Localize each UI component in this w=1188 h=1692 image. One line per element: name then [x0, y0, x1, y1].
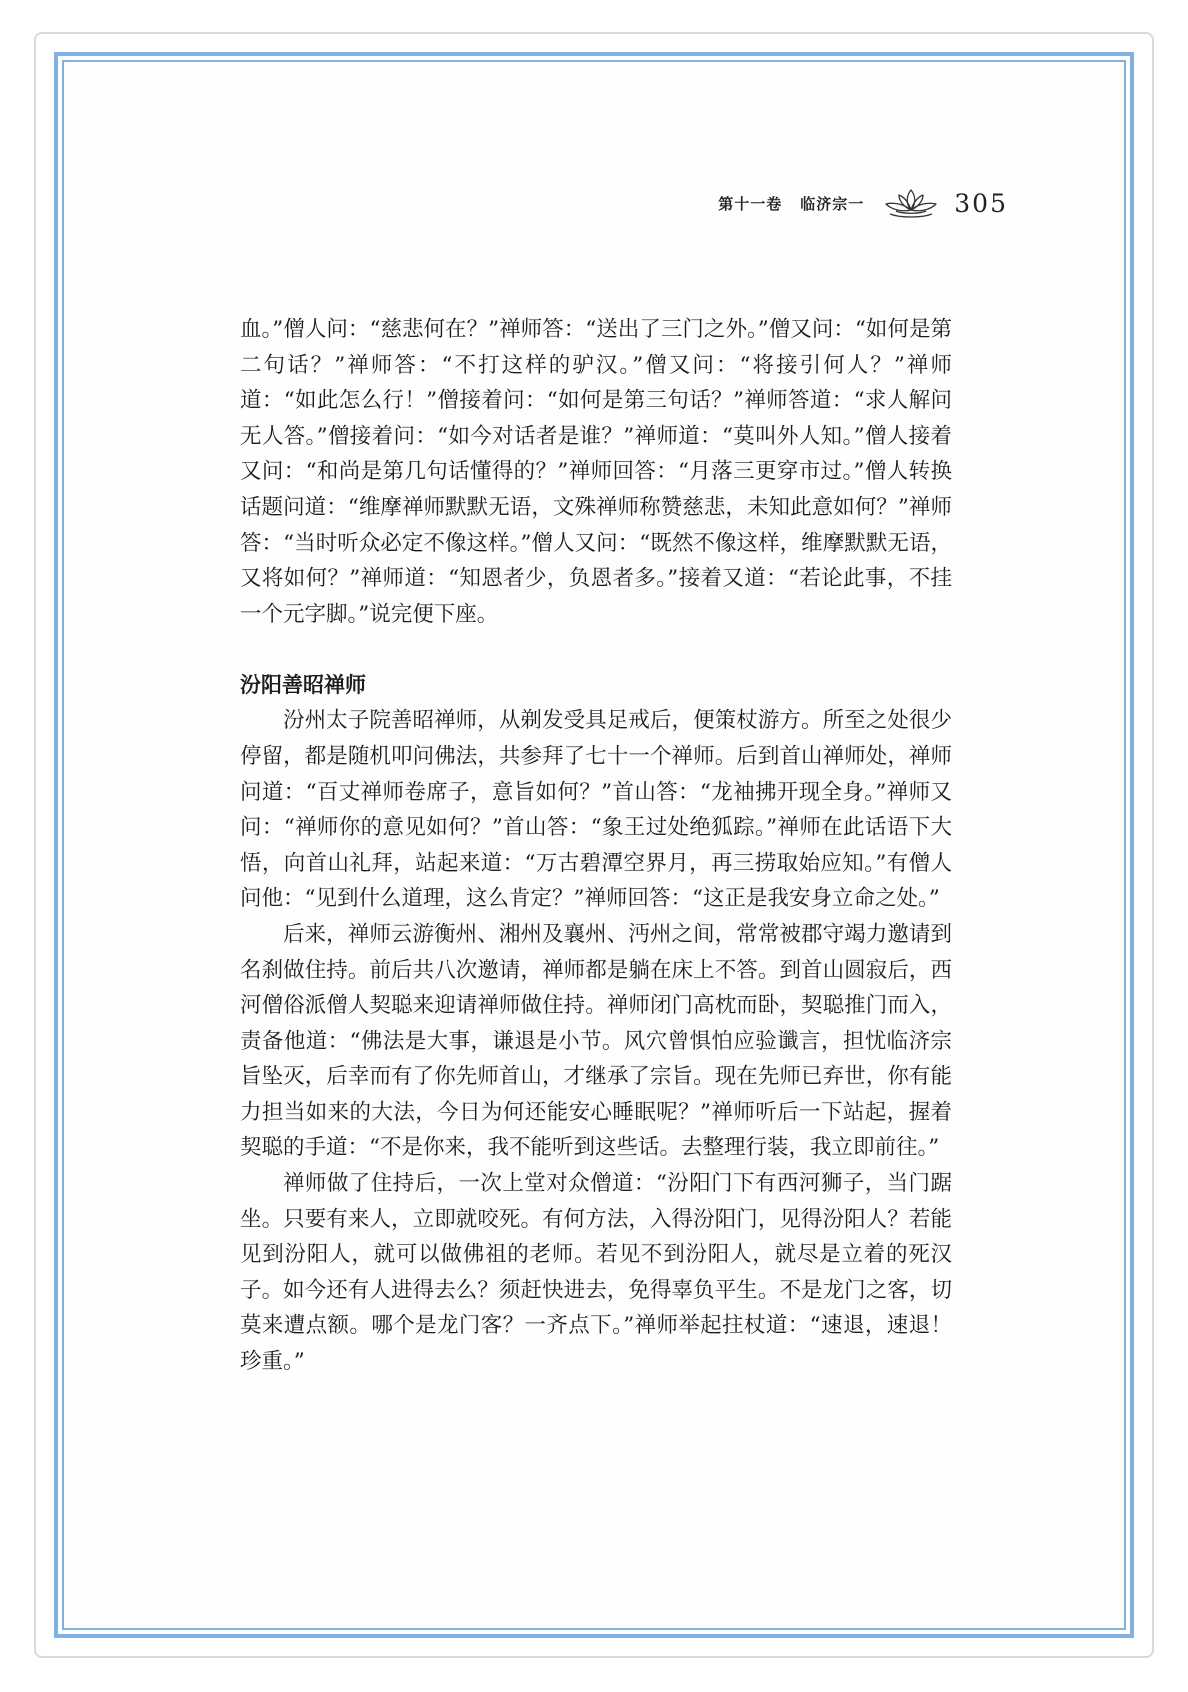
running-header [718, 186, 1008, 220]
body-text [240, 312, 952, 1380]
paragraph: 后来，禅师云游衡州、湘州及襄州、沔州之间，常常被郡守竭力邀请到名刹做住持。前后共八次邀请，禅师都是躺在床上不答。到首山圆寂后，西河僧俗派僧人契聪来迎请禅师做住持。禅师闭门高枕而卧，契聪推门而入，责备他道：“佛法是大事，谦退是小节。风穴曾惧怕应验谶言，担忧临济宗旨坠灭，后幸而有了你先师首山，才继承了宗旨。现在先师已弃世，你有能力担当如来的大法，今日为何还能安心睡眠呢？”禅师听后一下站起，握着契聪的手道：“不是你来，我不能听到这些话。去整理行装，我立即前往。” [240, 921, 952, 1161]
lotus-ornament-icon [882, 186, 940, 220]
paragraph: 汾州太子院善昭禅师，从剃发受具足戒后，便策杖游方。所至之处很少停留，都是随机叩问佛法，共参拜了七十一个禅师。后到首山禅师处，禅师问道：“百丈禅师卷席子，意旨如何？”首山答：“龙袖拂开现全身。”禅师又问：“禅师你的意见如何？”首山答：“象王过处绝狐踪。”禅师在此话语下大悟，向首山礼拜，站起来道：“万古碧潭空界月，再三捞取始应知。”有僧人问他：“见到什么道理，这么肯定？”禅师回答：“这正是我安身立命之处。” [240, 708, 952, 912]
paragraph-continued: 血。”僧人问：“慈悲何在？”禅师答：“送出了三门之外。”僧又问：“如何是第二句话？”禅师答：“不打这样的驴汉。”僧又问：“将接引何人？”禅师道：“如此怎么行！”僧接着问：“如何是第三句话？”禅师答道：“求人解问无人答。”僧接着问：“如今对话者是谁？”禅师道：“莫叫外人知。”僧人接着又问：“和尚是第几句话懂得的？”禅师回答：“月落三更穿市过。”僧人转换话题问道：“维摩禅师默默无语，文殊禅师称赞慈悲，未知此意如何？”禅师答：“当时听众必定不像这样。”僧人又问：“既然不像这样，维摩默默无语，又将如何？”禅师道：“知恩者少，负恩者多。”接着又道：“若论此事，不挂一个元字脚。”说完便下座。 [240, 317, 952, 627]
paragraph: 禅师做了住持后，一次上堂对众僧道：“汾阳门下有西河狮子，当门踞坐。只要有来人，立即就咬死。有何方法，入得汾阳门，见得汾阳人？若能见到汾阳人，就可以做佛祖的老师。若见不到汾阳人，就尽是立着的死汉子。如今还有人进得去么？须赶快进去，免得辜负平生。不是龙门之客，切莫来遭点额。哪个是龙门客？一齐点下。”禅师举起拄杖道：“速退，速退！珍重。” [240, 1171, 952, 1375]
section-label: 临济宗一 [800, 194, 865, 213]
page-number: 305 [954, 188, 1008, 218]
section-title: 汾阳善昭禅师 [240, 673, 366, 698]
volume-label: 第十一卷 [718, 194, 783, 213]
